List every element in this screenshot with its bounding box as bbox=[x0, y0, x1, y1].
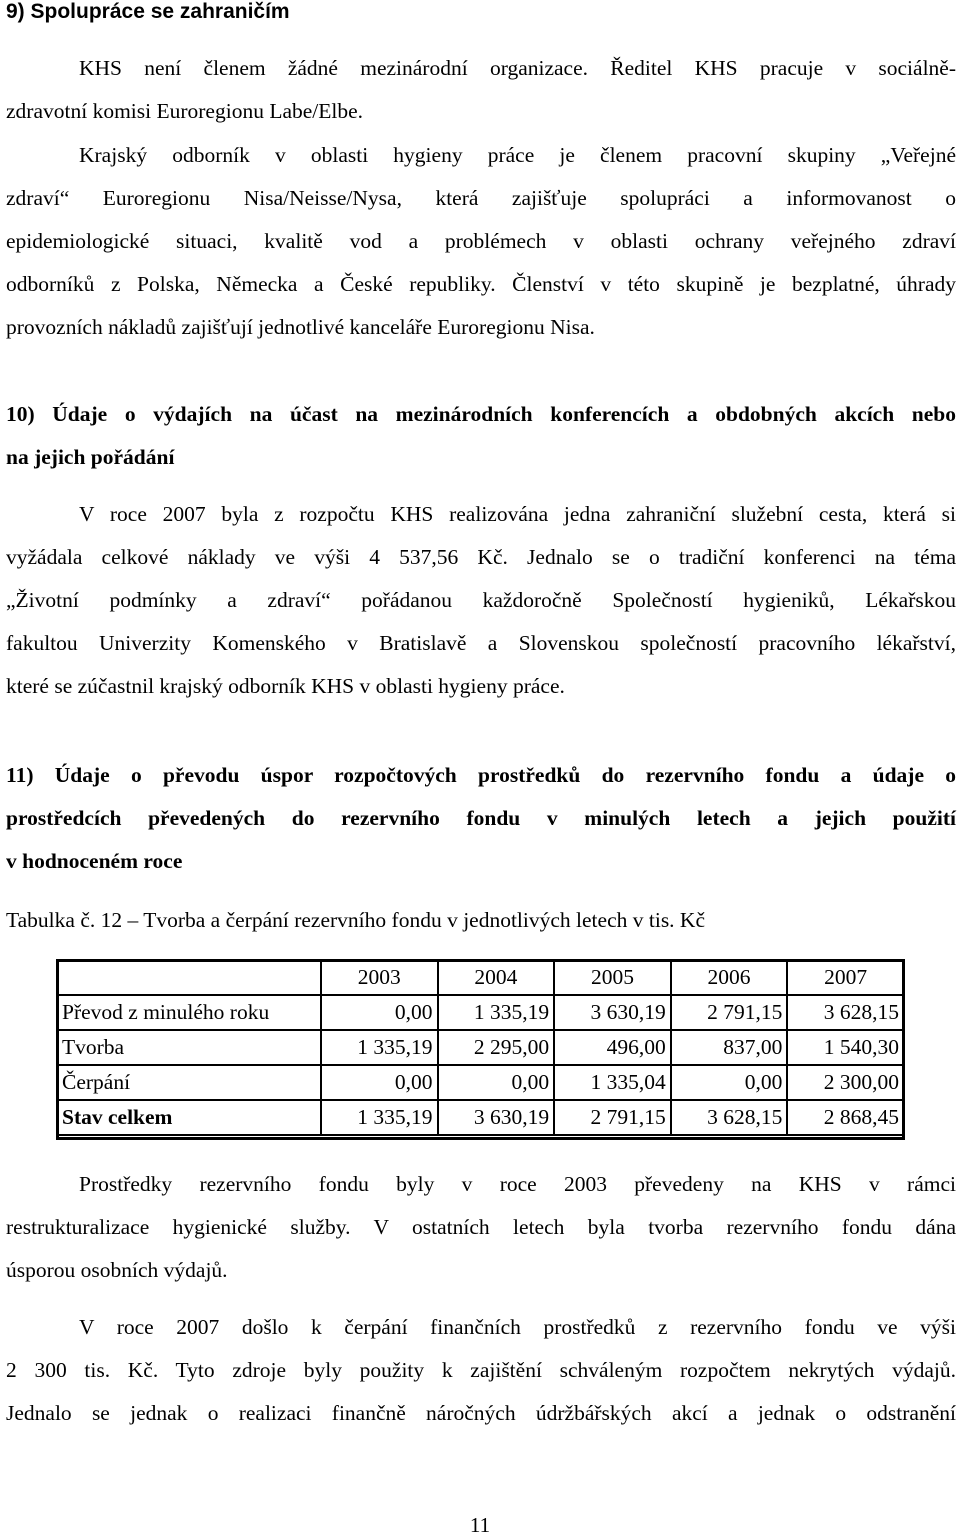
table-corner-cell bbox=[57, 960, 321, 995]
section-11-heading bbox=[6, 754, 956, 883]
year-header-cell: 2004 bbox=[438, 960, 555, 995]
value-cell: 0,00 bbox=[438, 1065, 555, 1100]
value-cell: 496,00 bbox=[554, 1030, 671, 1065]
text-line: zdravotní komisi Euroregionu Labe/Elbe. bbox=[6, 99, 364, 123]
heading-line: na jejich pořádání bbox=[6, 445, 175, 469]
value-cell: 0,00 bbox=[321, 1065, 438, 1100]
value-cell: 2 300,00 bbox=[787, 1065, 904, 1100]
table-row bbox=[57, 1100, 904, 1135]
text-line: „Životní podmínky a zdraví“ pořádanou každoročně Společností hygieniků, Lékařskou bbox=[6, 588, 956, 612]
value-cell: 2 791,15 bbox=[554, 1100, 671, 1135]
table-row bbox=[57, 995, 904, 1030]
value-cell: 2 791,15 bbox=[671, 995, 788, 1030]
value-cell: 3 630,19 bbox=[438, 1100, 555, 1135]
value-cell: 3 628,15 bbox=[671, 1100, 788, 1135]
row-label-cell: Tvorba bbox=[57, 1030, 321, 1065]
value-cell: 3 630,19 bbox=[554, 995, 671, 1030]
text-line: odborníků z Polska, Německa a České republiky. Členství v této skupině je bezplatné, úhrady bbox=[6, 272, 956, 296]
heading-line: v hodnoceném roce bbox=[6, 849, 183, 873]
text-line: KHS není členem žádné mezinárodní organizace. Ředitel KHS pracuje v sociálně- bbox=[79, 56, 956, 80]
section-11-paragraph-2 bbox=[6, 1306, 956, 1435]
table-row bbox=[57, 1030, 904, 1065]
value-cell: 2 868,45 bbox=[787, 1100, 904, 1135]
row-label-cell: Stav celkem bbox=[57, 1100, 321, 1135]
value-cell: 0,00 bbox=[321, 995, 438, 1030]
section-9-paragraph-1 bbox=[6, 47, 956, 133]
year-header-cell: 2005 bbox=[554, 960, 671, 995]
text-line: Prostředky rezervního fondu byly v roce 2003 převedeny na KHS v rámci bbox=[79, 1172, 956, 1196]
text-line: restrukturalizace hygienické služby. V ostatních letech byla tvorba rezervního fondu dána bbox=[6, 1215, 956, 1239]
heading-line: prostředcích převedených do rezervního fondu v minulých letech a jejich použití bbox=[6, 806, 956, 830]
year-header-cell: 2007 bbox=[787, 960, 904, 995]
value-cell: 1 335,19 bbox=[321, 1030, 438, 1065]
section-9-heading: 9) Spolupráce se zahraničím bbox=[6, 0, 290, 23]
value-cell: 837,00 bbox=[671, 1030, 788, 1065]
text-line: V roce 2007 byla z rozpočtu KHS realizována jedna zahraniční služební cesta, která si bbox=[79, 502, 956, 526]
text-line: které se zúčastnil krajský odborník KHS v oblasti hygieny práce. bbox=[6, 674, 565, 698]
year-header-cell: 2003 bbox=[321, 960, 438, 995]
section-10-heading bbox=[6, 393, 956, 479]
table-caption: Tabulka č. 12 – Tvorba a čerpání rezervního fondu v jednotlivých letech v tis. Kč bbox=[6, 908, 706, 932]
value-cell: 2 295,00 bbox=[438, 1030, 555, 1065]
text-line: zdraví“ Euroregionu Nisa/Neisse/Nysa, která zajišťuje spolupráci a informovanost o bbox=[6, 186, 956, 210]
heading-line: 11) Údaje o převodu úspor rozpočtových prostředků do rezervního fondu a údaje o bbox=[6, 763, 956, 787]
year-header-cell: 2006 bbox=[671, 960, 788, 995]
text-line: fakultou Univerzity Komenského v Bratislavě a Slovenskou společností pracovního lékařství, bbox=[6, 631, 956, 655]
value-cell: 3 628,15 bbox=[787, 995, 904, 1030]
heading-line: 10) Údaje o výdajích na účast na mezinárodních konferencích a obdobných akcích nebo bbox=[6, 402, 956, 426]
value-cell: 1 335,04 bbox=[554, 1065, 671, 1100]
text-line: Krajský odborník v oblasti hygieny práce je členem pracovní skupiny „Veřejné bbox=[79, 143, 956, 167]
row-label-cell: Převod z minulého roku bbox=[57, 995, 321, 1030]
text-line: epidemiologické situaci, kvalitě vod a problémech v oblasti ochrany veřejného zdraví bbox=[6, 229, 956, 253]
text-line: V roce 2007 došlo k čerpání finančních prostředků z rezervního fondu ve výši bbox=[79, 1315, 956, 1339]
value-cell: 1 335,19 bbox=[438, 995, 555, 1030]
section-9-paragraph-2 bbox=[6, 134, 956, 349]
reserve-fund-table bbox=[56, 959, 905, 1136]
table-header-row bbox=[57, 960, 904, 995]
text-line: úsporou osobních výdajů. bbox=[6, 1258, 228, 1282]
text-line: vyžádala celkové náklady ve výši 4 537,56 Kč. Jednalo se o tradiční konferenci na téma bbox=[6, 545, 956, 569]
section-11-paragraph-1 bbox=[6, 1163, 956, 1292]
value-cell: 0,00 bbox=[671, 1065, 788, 1100]
value-cell: 1 540,30 bbox=[787, 1030, 904, 1065]
section-10-paragraph bbox=[6, 493, 956, 708]
text-line: 2 300 tis. Kč. Tyto zdroje byly použity k zajištění schváleným rozpočtem nekrytých výdajů. bbox=[6, 1358, 956, 1382]
row-label-cell: Čerpání bbox=[57, 1065, 321, 1100]
text-line: provozních nákladů zajišťují jednotlivé kanceláře Euroregionu Nisa. bbox=[6, 315, 595, 339]
value-cell: 1 335,19 bbox=[321, 1100, 438, 1135]
text-line: Jednalo se jednak o realizaci finančně náročných údržbářských akcí a jednak o odstranění bbox=[6, 1401, 956, 1425]
page-number: 11 bbox=[469, 1513, 491, 1537]
table-row bbox=[57, 1065, 904, 1100]
